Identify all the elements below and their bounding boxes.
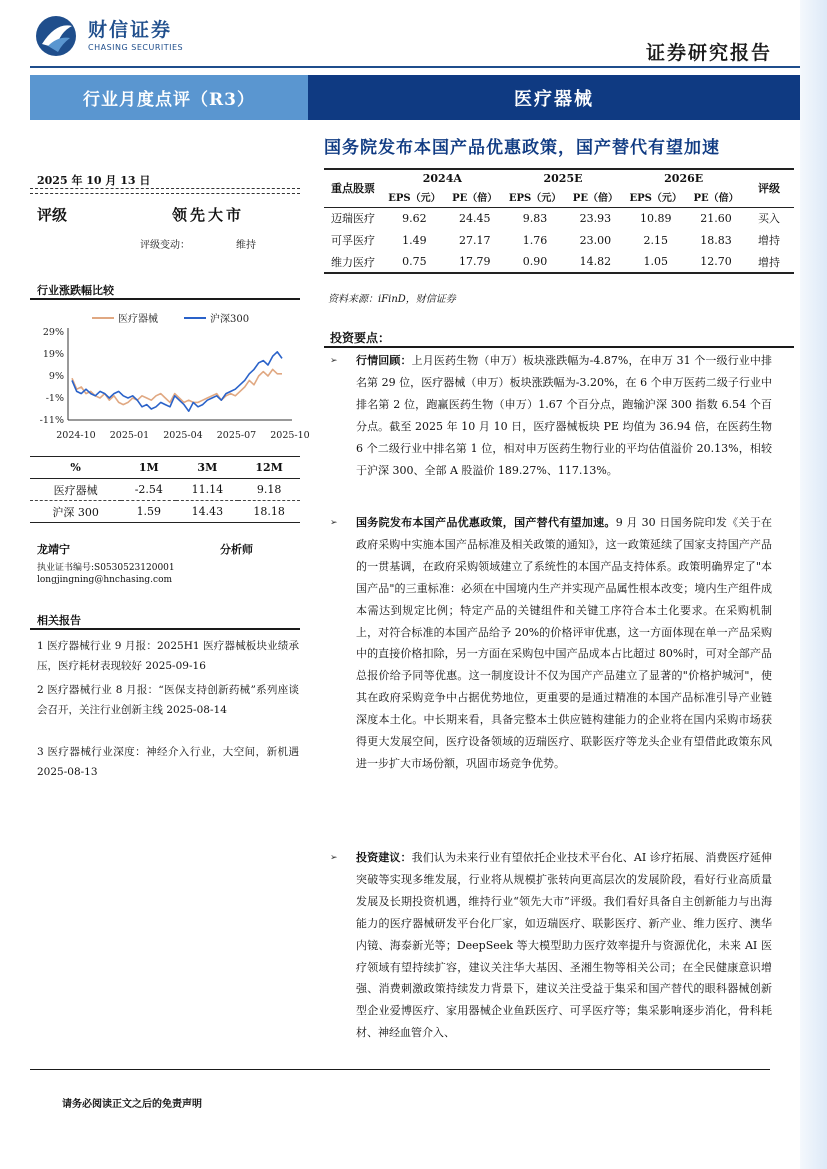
table-cell: 维力医疗 <box>331 255 375 269</box>
bullet-arrow-icon: ➢ <box>330 356 338 366</box>
table-row <box>324 207 794 229</box>
point-lead: 行情回顾： <box>356 354 412 367</box>
chart-legend <box>92 312 249 325</box>
data-source-note: 资料来源：iFinD，财信证券 <box>328 294 456 305</box>
point-text: 上月医药生物（申万）板块涨跌幅为-4.87%，在申万 31 个一级行业中排名第 29 位，医疗器械（申万）板块涨跌幅为-3.20%，在 6 个申万医药二级子行业中排名第 2 位，跑赢医药生物（申万）1.67 个百分点，跑输沪深 300 指数 6.54 个百分点。截至 2025 年 10 月 10 日，医疗器械板块 PE 均值为 36.94 倍，在医药生物 6 个二级行业中排名第 1 位，相对申万医药生物行业的平均估值溢价 20.13%，相较于沪深 300、全部 A 股溢价 189.27%、117.13%。 <box>356 354 772 477</box>
table-subheader: PE（倍） <box>693 192 739 204</box>
table-header: 2025E <box>543 171 583 185</box>
table-cell: 1.59 <box>136 505 162 518</box>
table-header: 重点股票 <box>324 169 382 207</box>
point-market-review <box>356 350 772 481</box>
table-cell: 14.43 <box>191 505 224 518</box>
point-investment-advice <box>356 847 772 1044</box>
x-tick-label: 2024-10 <box>56 430 96 441</box>
table-cell: 23.93 <box>579 211 612 225</box>
table-header: % <box>70 461 81 474</box>
investment-points-title: 投资要点： <box>330 331 391 345</box>
company-logo-icon <box>34 14 78 58</box>
table-cell: 增持 <box>758 255 780 269</box>
table-cell: 10.89 <box>639 211 672 225</box>
x-tick-label: 2025-10 <box>270 430 310 441</box>
table-cell: 可孚医疗 <box>331 234 375 247</box>
legend-label: 沪深300 <box>210 314 250 325</box>
y-tick-label: 19% <box>42 349 64 360</box>
table-cell: 1.49 <box>402 233 427 247</box>
rating-value: 领先大市 <box>172 206 245 224</box>
table-cell: 12.70 <box>700 255 732 268</box>
bullet-arrow-icon: ➢ <box>330 853 338 863</box>
rating-label: 评级 <box>37 206 68 224</box>
y-tick-label: 29% <box>42 327 64 338</box>
rating-change-label: 评级变动： <box>140 240 190 251</box>
analyst-title: 分析师 <box>220 543 253 556</box>
related-report-item[interactable]: 2 医疗器械行业 8 月报：“医保支持创新药械”系列座谈会召开，关注行业创新主线 2025-08-14 <box>37 684 299 716</box>
section-rule <box>30 628 300 630</box>
table-subheader: EPS（元） <box>629 192 682 204</box>
table-cell: 18.83 <box>700 233 732 247</box>
performance-chart <box>30 304 310 446</box>
table-cell: 1.05 <box>643 255 668 268</box>
table-cell: 18.18 <box>253 505 285 518</box>
section-rule <box>30 298 300 300</box>
divider <box>30 193 300 194</box>
table-cell: -2.54 <box>134 483 163 496</box>
table-cell: 0.75 <box>402 255 427 268</box>
point-lead: 国务院发布本国产品优惠政策，国产替代有望加速。 <box>356 516 616 529</box>
brand-name: 财信证券 <box>88 19 173 41</box>
chart-lines <box>72 352 282 411</box>
x-tick-label: 2025-01 <box>109 430 150 441</box>
x-tick-label: 2025-07 <box>216 430 257 441</box>
disclaimer-note: 请务必阅读正文之后的免责声明 <box>62 1099 202 1110</box>
related-reports-title: 相关报告 <box>37 614 81 627</box>
table-header: 12M <box>255 461 283 474</box>
table-cell: 27.17 <box>458 233 491 247</box>
side-stripe <box>800 0 827 1169</box>
report-date: 2025 年 10 月 13 日 <box>37 174 151 187</box>
table-subheader: PE（倍） <box>572 192 618 204</box>
related-report-item[interactable]: 1 医疗器械行业 9 月报：2025H1 医疗器械板块业绩承压，医疗耗材表现较好 2025-09-16 <box>37 640 299 672</box>
footer-rule <box>30 1069 770 1070</box>
header-rule <box>30 66 800 68</box>
table-cell: 17.79 <box>458 255 491 268</box>
table-cell: 9.18 <box>256 483 282 496</box>
point-lead: 投资建议： <box>356 851 412 864</box>
y-tick-label: -1% <box>45 393 64 404</box>
table-subheader: EPS（元） <box>388 192 441 204</box>
chart-axes <box>40 327 310 441</box>
table-header: 1M <box>138 461 159 474</box>
point-policy <box>356 512 772 775</box>
report-type: 证券研究报告 <box>646 42 773 64</box>
table-cell: 23.00 <box>579 233 612 247</box>
brand-english-name: CHASING SECURITIES <box>88 43 184 52</box>
point-text: 9 月 30 日国务院印发《关于在政府采购中实施本国产品标准及相关政策的通知》，这一政策延续了国家支持国产产品的一贯基调，在政府采购领域建立了系统性的本国产品支持体系。政策明确界定了"本国产品"的三重标准：必须在中国境内生产并实现产品属性根本改变；境内生产组件成本需达到规定比例；特定产品的关键组件和关键工序符合本土化要求。在采购机制上，对符合标准的本国产品给予 20%的价格评审优惠，这一方面体现在单一产品采购中的直接价格扣除，另一方面在采购包中国产品成本占比超过 80%时，可对全部产品总报价给予同等优惠。这一制度设计不仅为国产产品建立了显著的"价格护城河"，使其在政府采购竞争中占据优势地位，更重要的是通过精准的本国产品标准引导产业链深度本土化。中长期来看，具备完整本土供应链构建能力的企业将在国内采购市场获得更大发展空间，医疗设备领域的迈瑞医疗、联影医疗等龙头企业有望借此政策东风进一步扩大市场份额，巩固市场竞争优势。 <box>356 516 772 770</box>
performance-chart-title: 行业涨跌幅比较 <box>37 284 114 297</box>
analyst-email[interactable]: longjingning@hnchasing.com <box>37 575 173 585</box>
analyst-certificate: 执业证书编号:S0530523120001 <box>37 563 175 573</box>
performance-table <box>30 456 300 523</box>
page-title: 国务院发布本国产品优惠政策，国产替代有望加速 <box>324 138 720 158</box>
table-subheader: EPS（元） <box>508 192 562 204</box>
table-header: 2024A <box>422 171 462 185</box>
table-row <box>324 251 794 273</box>
table-subheader: PE（倍） <box>452 192 498 204</box>
table-header: 3M <box>197 461 218 474</box>
table-cell: 1.76 <box>522 233 548 247</box>
table-header: 评级 <box>744 169 794 207</box>
table-cell: 14.82 <box>579 255 612 268</box>
bullet-arrow-icon: ➢ <box>330 518 338 528</box>
table-cell: 11.14 <box>191 483 224 496</box>
y-tick-label: 9% <box>48 371 64 382</box>
table-cell: 2.15 <box>643 233 668 247</box>
table-header: 2026E <box>664 171 704 185</box>
y-tick-label: -11% <box>39 415 64 426</box>
point-text: 我们认为未来行业有望依托企业技术平台化、AI 诊疗拓展、消费医疗延伸突破等实现多维发展，行业将从规模扩张转向更高层次的发展阶段，看好行业高质量发展及长期投资机遇，维持行业“领先大市”评级。我们看好具备自主创新能力与出海能力的医疗器械研发平台化厂家，如迈瑞医疗、联影医疗、新产业、维力医疗、澳华内镜、海泰新光等；DeepSeek 等大模型助力医疗效率提升与资源优化，未来 AI 医疗领域有望持续扩容，建议关注华大基因、圣湘生物等相关公司；在全民健康意识增强、消费刺激政策持续发力背景下，建议关注受益于集采和国产替代的眼科器械创新型企业爱博医疗、家用器械企业鱼跃医疗、可孚医疗等；集采影响逐步消化，骨科耗材、神经血管介入、 <box>356 851 772 1040</box>
table-cell: 9.83 <box>522 211 548 225</box>
table-cell: 迈瑞医疗 <box>331 212 375 226</box>
industry-band: 医疗器械 <box>308 75 800 120</box>
table-cell: 买入 <box>758 212 780 226</box>
table-cell: 9.62 <box>402 211 427 225</box>
table-cell: 医疗器械 <box>53 483 98 497</box>
table-cell: 21.60 <box>700 211 732 225</box>
legend-label: 医疗器械 <box>118 314 158 325</box>
analyst-name: 龙靖宁 <box>37 543 70 556</box>
rating-change-value: 维持 <box>236 240 256 251</box>
table-row <box>30 479 300 501</box>
key-stocks-table <box>324 168 794 274</box>
table-cell: 0.90 <box>522 255 548 268</box>
report-category-band: 行业月度点评（R3） <box>30 75 308 120</box>
divider <box>30 188 300 189</box>
table-row <box>324 229 794 251</box>
section-rule <box>324 346 794 348</box>
series-line-1 <box>72 369 282 404</box>
table-cell: 增持 <box>758 234 780 247</box>
table-cell: 沪深 300 <box>52 505 99 519</box>
related-report-item[interactable]: 3 医疗器械行业深度：神经介入行业，大空间，新机遇 2025-08-13 <box>37 746 299 778</box>
x-tick-label: 2025-04 <box>163 430 203 441</box>
table-row <box>30 501 300 523</box>
table-cell: 24.45 <box>458 211 491 225</box>
